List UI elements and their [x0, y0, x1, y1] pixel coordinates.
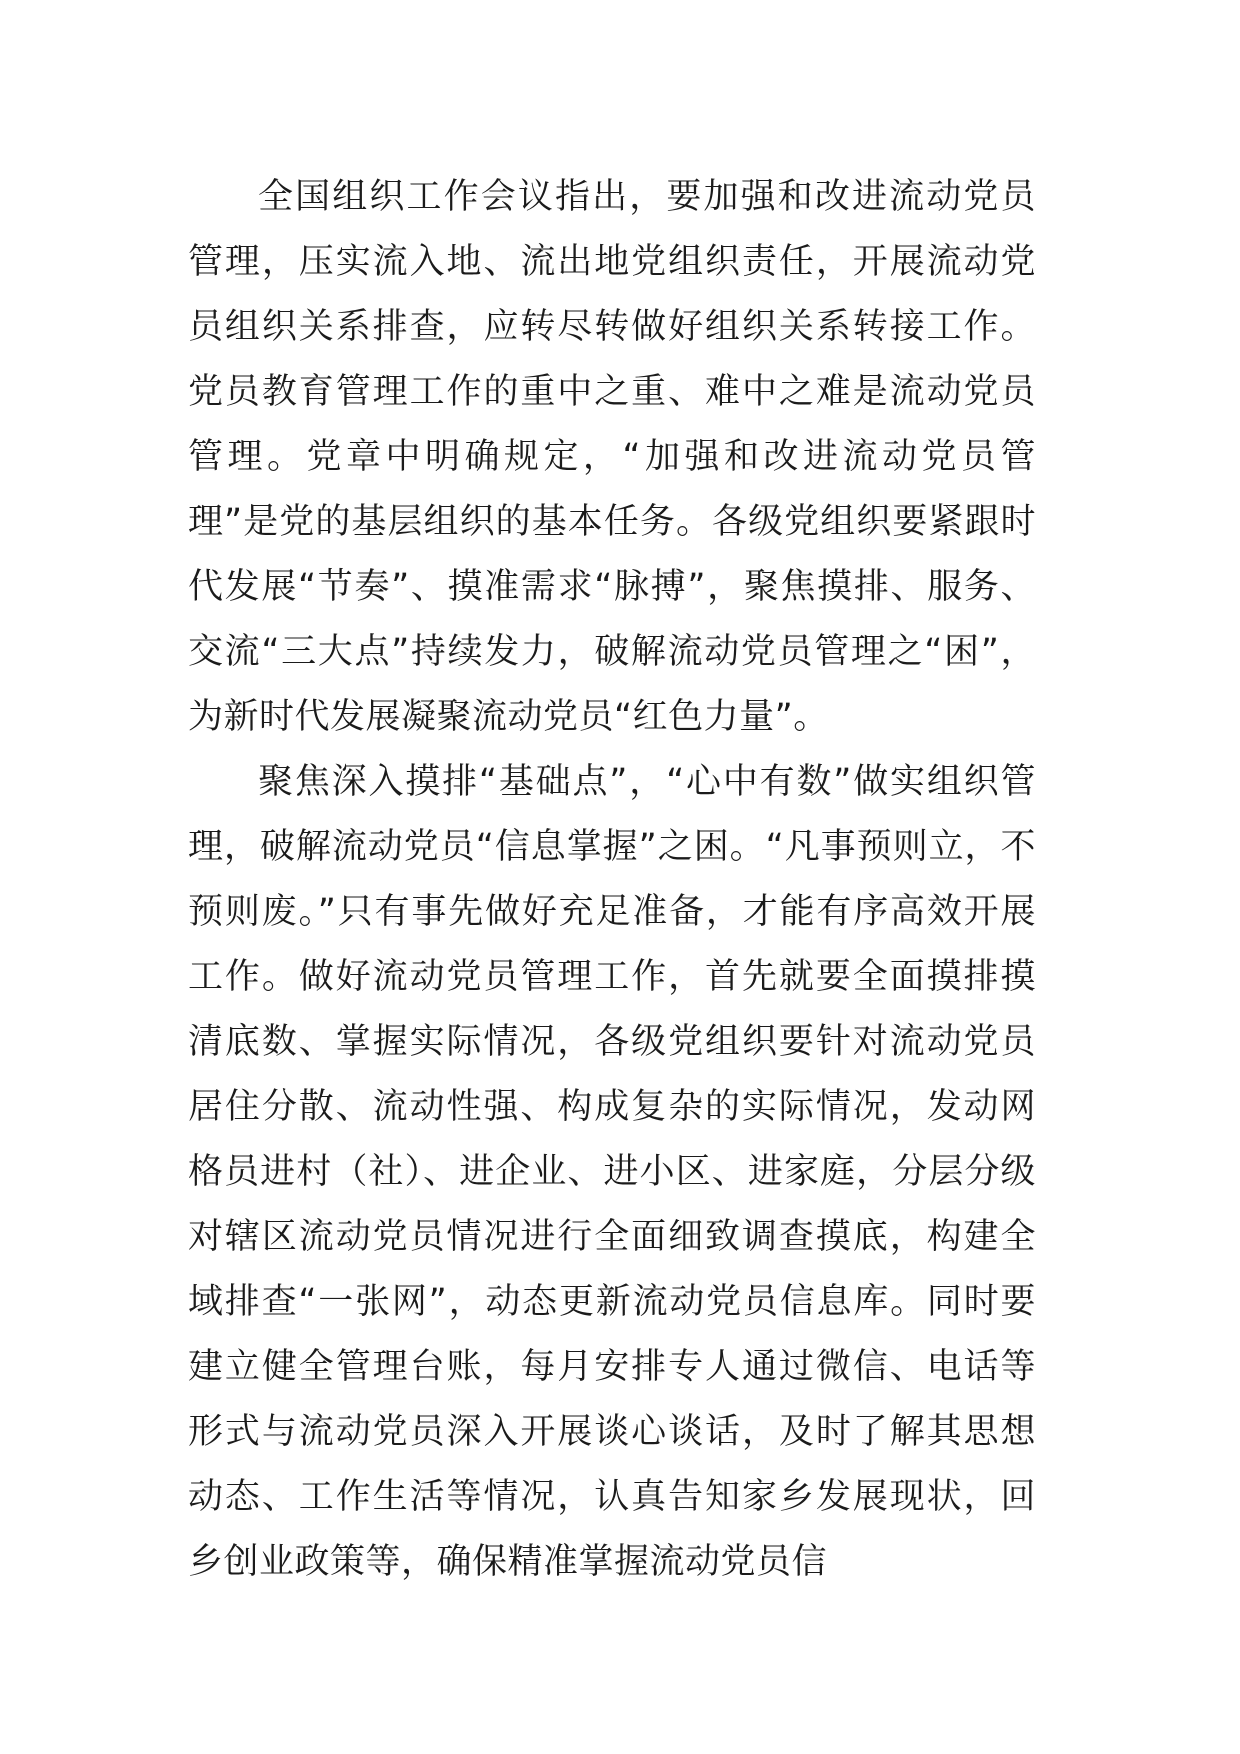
document-body	[188, 165, 1036, 1595]
paragraph-1: 全国组织工作会议指出，要加强和改进流动党员管理，压实流入地、流出地党组织责任，开展流动党员组织关系排查，应转尽转做好组织关系转接工作。党员教育管理工作的重中之重、难中之难是流动党员管理。党章中明确规定，“加强和改进流动党员管理”是党的基层组织的基本任务。各级党组织要紧跟时代发展“节奏”、摸准需求“脉搏”，聚焦摸排、服务、交流“三大点”持续发力，破解流动党员管理之“困”，为新时代发展凝聚流动党员“红色力量”。	[188, 177, 1036, 737]
paragraph-2: 聚焦深入摸排“基础点”，“心中有数”做实组织管理，破解流动党员“信息掌握”之困。“凡事预则立，不预则废。”只有事先做好充足准备，才能有序高效开展工作。做好流动党员管理工作，首先就要全面摸排摸清底数、掌握实际情况，各级党组织要针对流动党员居住分散、流动性强、构成复杂的实际情况，发动网格员进村（社）、进企业、进小区、进家庭，分层分级对辖区流动党员情况进行全面细致调查摸底，构建全域排查“一张网”，动态更新流动党员信息库。同时要建立健全管理台账，每月安排专人通过微信、电话等形式与流动党员深入开展谈心谈话，及时了解其思想动态、工作生活等情况，认真告知家乡发展现状，回乡创业政策等，确保精准掌握流动党员信	[188, 762, 1036, 1582]
